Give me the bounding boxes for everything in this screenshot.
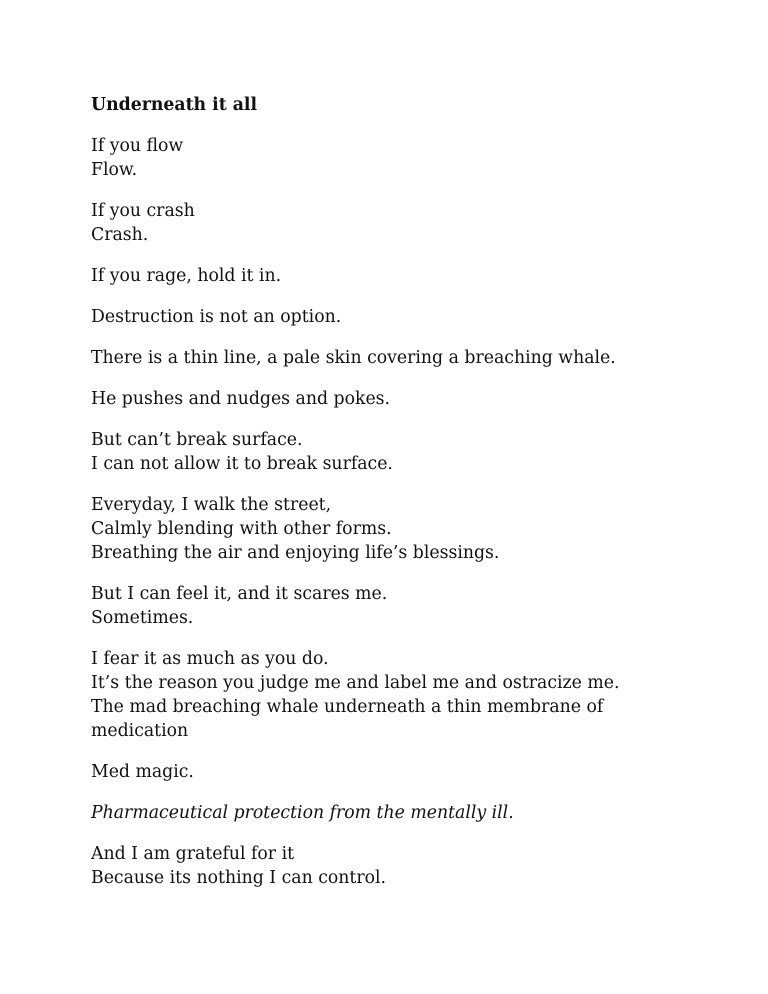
poem-line: Crash. xyxy=(91,225,149,245)
poem-body xyxy=(91,93,711,907)
stanza xyxy=(91,647,711,743)
stanza xyxy=(91,387,711,411)
poem-title: Underneath it all xyxy=(91,95,258,115)
poem-line: There is a thin line, a pale skin covering a breaching whale. xyxy=(91,348,616,368)
stanza xyxy=(91,346,711,370)
poem-line: I fear it as much as you do. xyxy=(91,649,329,669)
stanza xyxy=(91,760,711,784)
poem-line: If you flow xyxy=(91,136,184,156)
stanza xyxy=(91,199,711,247)
poem-line: Med magic. xyxy=(91,762,194,782)
poem-line: Calmly blending with other forms. xyxy=(91,519,392,539)
poem-line: medication xyxy=(91,721,189,741)
stanza xyxy=(91,493,711,565)
stanza xyxy=(91,264,711,288)
poem-line: Because its nothing I can control. xyxy=(91,868,387,888)
stanza xyxy=(91,582,711,630)
poem-line: But I can feel it, and it scares me. xyxy=(91,584,388,604)
poem-line: Sometimes. xyxy=(91,608,194,628)
poem-line: Destruction is not an option. xyxy=(91,307,342,327)
trailing-period: . xyxy=(508,803,514,823)
poem-line: If you rage, hold it in. xyxy=(91,266,282,286)
poem-line: If you crash xyxy=(91,201,195,221)
poem-line: I can not allow it to break surface. xyxy=(91,454,393,474)
poem-line: Breathing the air and enjoying life’s blessings. xyxy=(91,543,500,563)
poem-line: He pushes and nudges and pokes. xyxy=(91,389,391,409)
poem-line: It’s the reason you judge me and label me and ostracize me. xyxy=(91,673,620,693)
stanza xyxy=(91,305,711,329)
stanza xyxy=(91,134,711,182)
poem-line xyxy=(91,801,711,825)
poem-line: Flow. xyxy=(91,160,138,180)
stanza-italic xyxy=(91,801,711,825)
poem-line: But can’t break surface. xyxy=(91,430,303,450)
stanza xyxy=(91,428,711,476)
poem-line: And I am grateful for it xyxy=(91,844,295,864)
poem-line: Everyday, I walk the street, xyxy=(91,495,332,515)
poem-line: The mad breaching whale underneath a thin membrane of xyxy=(91,697,604,717)
italic-text: Pharmaceutical protection from the mentally ill xyxy=(91,803,509,823)
stanza xyxy=(91,842,711,890)
